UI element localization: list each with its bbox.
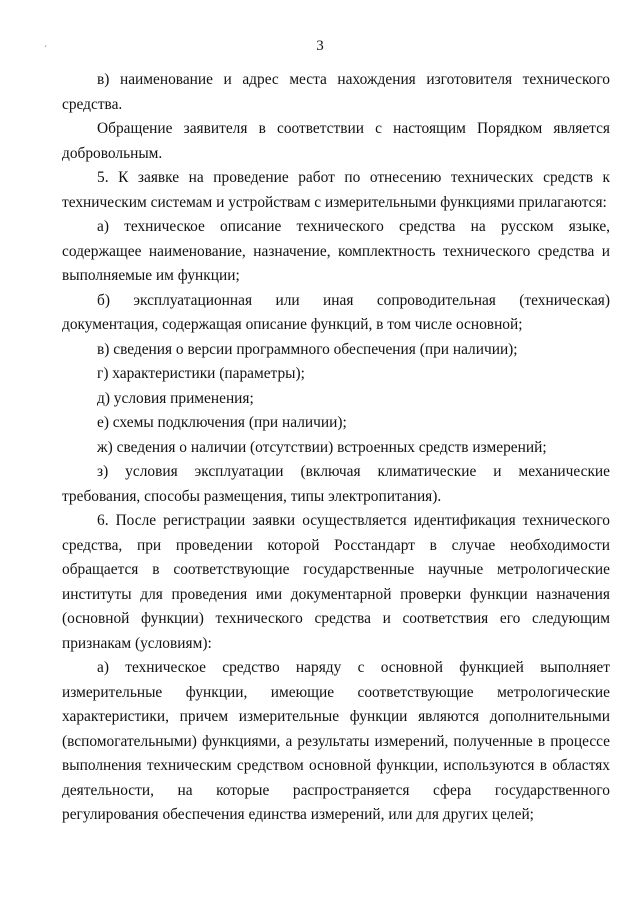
document-body	[62, 68, 610, 828]
list-item-b: б) эксплуатационная или иная сопроводительная (техническая) документация, содержащая описание функций, в том числе основной;	[62, 291, 610, 333]
page-number: 3	[316, 38, 324, 54]
paragraph-manufacturer-address: в) наименование и адрес места нахождения изготовителя технического средства.	[62, 71, 610, 113]
list-item-v: в) сведения о версии программного обеспечения (при наличии);	[97, 340, 518, 358]
list-item-zh: ж) сведения о наличии (отсутствии) встроенных средств измерений;	[97, 438, 547, 456]
paragraph-voluntary: Обращение заявителя в соответствии с настоящим Порядком является добровольным.	[62, 120, 610, 162]
paragraph-6: 6. После регистрации заявки осуществляется идентификация технического средства, при проведении которой Росстандарт в случае необходимости обращается в соответствующие государственные научные метрологические институты для проведения ими документарной проверки функции назначения (основной функции) технического средства и соответствия его следующим признакам (условиям):	[62, 512, 610, 652]
list-item-d: д) условия применения;	[97, 389, 254, 407]
paragraph-5-intro: 5. К заявке на проведение работ по отнесению технических средств к техническим системам и устройствам с измерительными функциями прилагаются:	[62, 169, 610, 211]
list-item-e: е) схемы подключения (при наличии);	[97, 414, 347, 431]
condition-a: а) техническое средство наряду с основной функцией выполняет измерительные функции, имеющие соответствующие метрологические характеристики, причем измерительные функции являются дополнительными (вспомогательными) функциями, а результаты измерений, полученные в процессе выполнения техническим средством основной функции, используются в областях деятельности, на которые распространяется сфера государственного регулирования обеспечения единства измерений, или для других целей;	[62, 659, 610, 823]
scan-mark: ´	[44, 44, 47, 54]
list-item-z: з) условия эксплуатации (включая климатические и механические требования, способы размещения, типы электропитания).	[62, 463, 610, 505]
list-item-g: г) характеристики (параметры);	[97, 365, 305, 382]
list-item-a: а) техническое описание технического средства на русском языке, содержащее наименование, назначение, комплектность технического средства и выполняемые им функции;	[62, 218, 610, 284]
